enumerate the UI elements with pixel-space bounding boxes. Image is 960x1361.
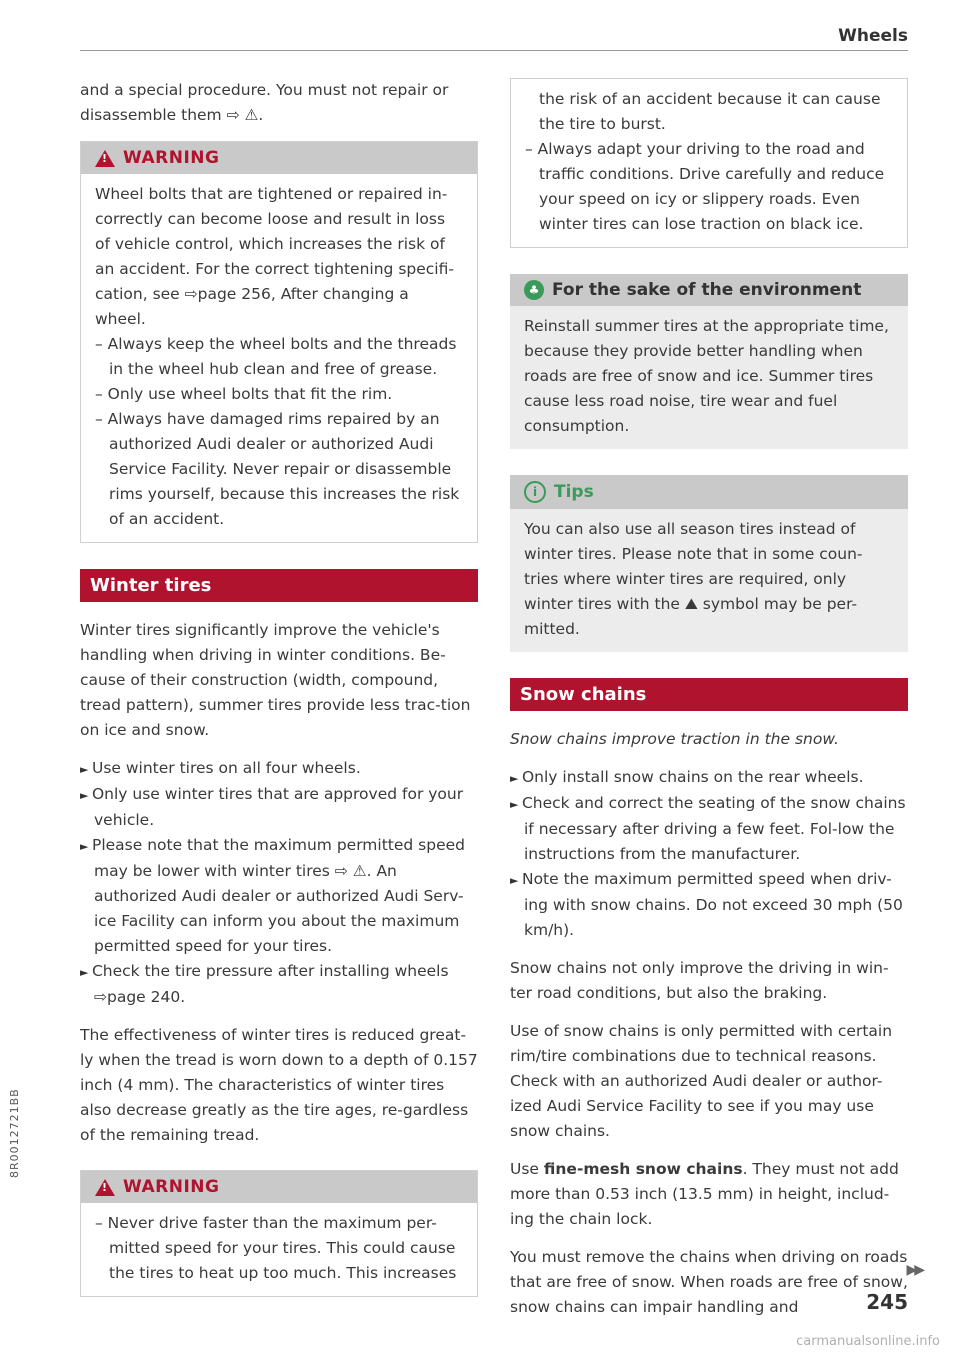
environment-body: Reinstall summer tires at the appropriate time, because they provide better handling when roads are free of snow and ice. Summer tires cause less road noise, tire wear and fuel consumption. xyxy=(524,317,889,435)
list-item: ► Note the maximum permitted speed when driv-ing with snow chains. Do not exceed 30 mph (50 km/h). xyxy=(510,870,903,939)
list-item: ► Only use winter tires that are approved for your vehicle. xyxy=(80,785,464,829)
page-number: 245 xyxy=(866,1290,908,1314)
list-item: ► Check the tire pressure after installing wheels ⇨page 240. xyxy=(80,962,449,1006)
snow-bullet-list xyxy=(510,765,908,943)
right-column xyxy=(510,78,908,1333)
warning-title: WARNING xyxy=(123,1177,220,1197)
snow-remove-paragraph: You must remove the chains when driving on roads that are free of snow. When roads are free of snow, snow chains can impair handling and xyxy=(510,1248,908,1316)
tips-title: Tips xyxy=(554,482,594,502)
list-item: ► Only install snow chains on the rear wheels. xyxy=(510,768,864,786)
warning-header xyxy=(81,1171,477,1203)
winter-intro: Winter tires significantly improve the vehicle's handling when driving in winter conditions. Be-cause of their construction (width, compound, tread pattern), summer tires provide less trac-tion on ice and snow. xyxy=(80,621,471,739)
warning-item: – Always have damaged rims repaired by an authorized Audi dealer or authorized Audi Service Facility. Never repair or disassemble rims yourself, because this increases the risk of an accident. xyxy=(95,410,460,528)
bullet-arrow-icon: ► xyxy=(510,772,522,785)
list-item: ► Check and correct the seating of the snow chains if necessary after driving a few feet. Fol-low the instructions from the manufacturer. xyxy=(510,794,906,863)
winter-bullet-list xyxy=(80,756,478,1010)
left-column xyxy=(80,78,478,1323)
warning-header xyxy=(81,142,477,174)
bullet-arrow-icon: ► xyxy=(80,789,92,802)
warning-item: – Always adapt your driving to the road and traffic conditions. Drive carefully and reduce your speed on icy or slippery roads. Even winter tires can lose traction on black ice. xyxy=(525,140,885,233)
list-item: ► Please note that the maximum permitted speed may be lower with winter tires ⇨ ⚠. An authorized Audi dealer or authorized Audi Serv-ice Facility can inform you about the maximum permitted speed for your tires. xyxy=(80,836,465,955)
intro-paragraph: and a special procedure. You must not repair or disassemble them ⇨ ⚠. xyxy=(80,81,449,124)
warning-box-speed xyxy=(80,1170,478,1297)
bullet-arrow-icon: ► xyxy=(80,763,92,776)
section-heading-snow-chains: Snow chains xyxy=(510,678,908,711)
warning-text: Wheel bolts that are tightened or repaired in-correctly can become loose and result in loss of vehicle control, which increases the risk of an accident. For the correct tightening specifi-cation, see ⇨page 256, After changing a wheel. xyxy=(95,185,454,328)
list-item: ► Use winter tires on all four wheels. xyxy=(80,759,361,777)
tips-body: You can also use all season tires instead of winter tires. Please note that in some coun-tries where winter tires are required, only winter tires with the ⛰ symbol may be per-mitted. xyxy=(524,520,863,638)
warning-body xyxy=(81,1203,477,1296)
environment-title: For the sake of the environment xyxy=(552,280,862,300)
tips-box xyxy=(510,475,908,652)
warning-item: – Only use wheel bolts that fit the rim. xyxy=(95,385,393,403)
warning-box-continued xyxy=(510,78,908,248)
snow-driving-paragraph: Snow chains not only improve the driving in win-ter road conditions, but also the braking. xyxy=(510,959,889,1002)
bullet-arrow-icon: ► xyxy=(510,798,522,811)
warning-body xyxy=(81,174,477,542)
bullet-arrow-icon: ► xyxy=(80,966,92,979)
warning-item: – Never drive faster than the maximum per-mitted speed for your tires. This could cause the tires to heat up too much. This increases xyxy=(95,1214,457,1282)
document-code: 8R0012721BB xyxy=(8,1088,21,1178)
snow-permitted-paragraph: Use of snow chains is only permitted with certain rim/tire combinations due to technical reasons. Check with an authorized Audi dealer or author-ized Audi Service Facility to see if you may use snow chains. xyxy=(510,1022,893,1140)
environment-header xyxy=(510,274,908,306)
section-heading-winter-tires: Winter tires xyxy=(80,569,478,602)
warning-triangle-icon xyxy=(95,150,115,167)
warning-item: – Always keep the wheel bolts and the threads in the wheel hub clean and free of grease. xyxy=(95,335,457,378)
warning-triangle-icon xyxy=(95,1179,115,1196)
winter-effectiveness-paragraph: The effectiveness of winter tires is reduced great-ly when the tread is worn down to a depth of 0.157 inch (4 mm). The characteristics of winter tires also decrease greatly as the tire ages, re-gardless of the remaining tread. xyxy=(80,1026,478,1144)
snow-chains-subtitle: Snow chains improve traction in the snow. xyxy=(510,730,839,748)
warning-box-bolts xyxy=(80,141,478,543)
leaf-icon: ♣ xyxy=(524,280,544,300)
bullet-arrow-icon: ► xyxy=(510,874,522,887)
bullet-arrow-icon: ► xyxy=(80,840,92,853)
running-header: Wheels xyxy=(838,26,908,46)
header-rule xyxy=(80,50,908,51)
snow-fine-mesh-paragraph: Use fine-mesh snow chains. They must not add more than 0.53 inch (13.5 mm) in height, includ-ing the chain lock. xyxy=(510,1160,899,1228)
tips-header xyxy=(510,475,908,509)
info-icon: i xyxy=(524,481,546,503)
warning-item: the risk of an accident because it can cause the tire to burst. xyxy=(539,90,881,133)
warning-title: WARNING xyxy=(123,148,220,168)
environment-box xyxy=(510,274,908,449)
footer-watermark: carmanualsonline.info xyxy=(796,1334,940,1349)
continue-arrow-icon: ▶▶ xyxy=(906,1262,922,1278)
warning-body xyxy=(511,79,907,247)
fine-mesh-term: fine-mesh snow chains xyxy=(543,1160,743,1178)
